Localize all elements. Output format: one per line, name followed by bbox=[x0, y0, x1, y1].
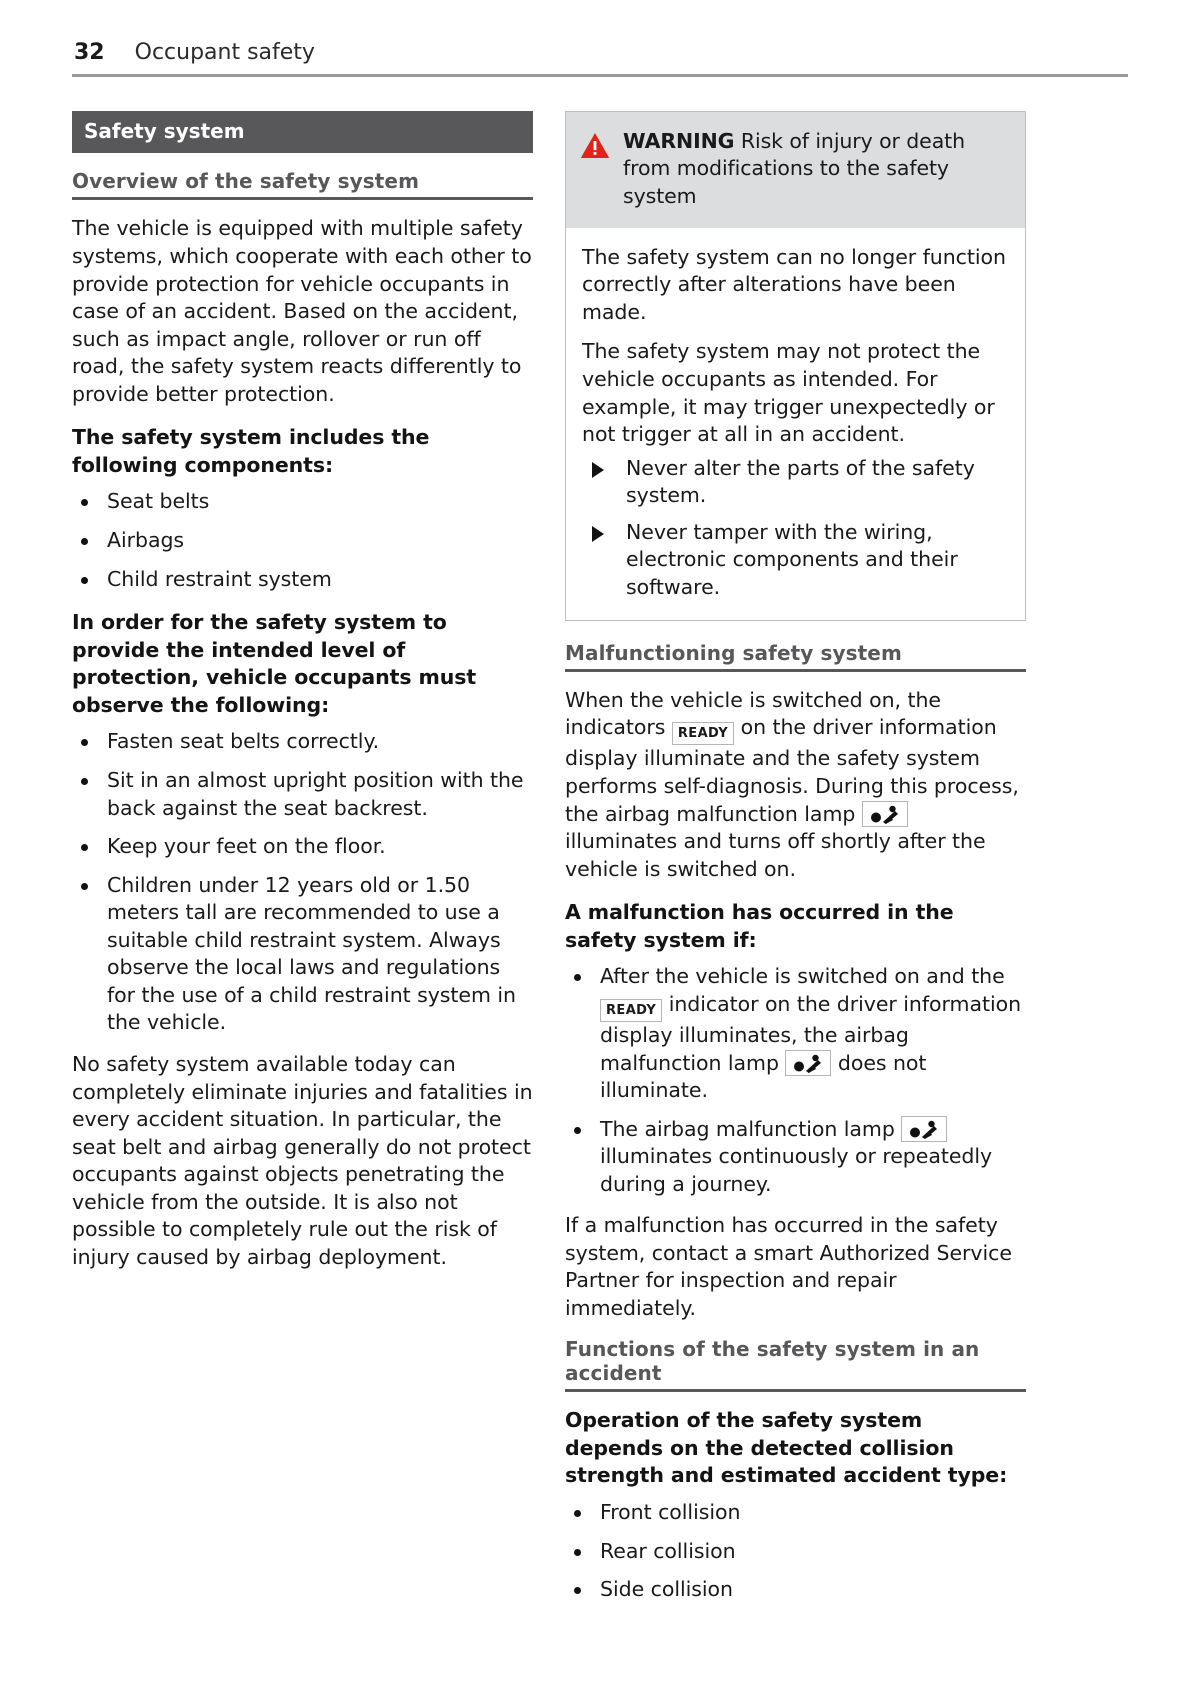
bullet-dot-icon bbox=[574, 1127, 581, 1134]
list-item-label: Airbags bbox=[107, 528, 185, 553]
warning-paragraph-1: The safety system can no longer function correctly after alterations have been made. bbox=[582, 244, 1006, 324]
list-item bbox=[72, 728, 533, 756]
components-list bbox=[72, 488, 533, 593]
left-column bbox=[72, 111, 533, 1286]
list-item bbox=[72, 833, 533, 861]
airbag-malfunction-lamp-symbol bbox=[785, 1050, 831, 1076]
functions-heading: Functions of the safety system in an accident bbox=[565, 1336, 980, 1385]
list-item-label: Children under 12 years old or 1.50 meters tall are recommended to use a suitable child restraint system. Always observe the local laws and regulations for the use of a child restraint system in the vehicle. bbox=[107, 872, 516, 1035]
malfunction-text-part1: When the vehicle is switched on, the indicators bbox=[565, 687, 941, 740]
overview-heading: Overview of the safety system bbox=[72, 169, 420, 193]
list-item bbox=[72, 566, 533, 594]
list-item-label: Side collision bbox=[600, 1577, 733, 1602]
list-item bbox=[72, 527, 533, 555]
ready-indicator-symbol: READY bbox=[672, 722, 734, 745]
section-title-bar: Safety system bbox=[72, 111, 533, 153]
bullet-dot-icon bbox=[81, 499, 88, 506]
bullet-dot-icon bbox=[81, 538, 88, 545]
list-item-label-part3: does not illuminate. bbox=[600, 1050, 927, 1103]
list-item-label-part2: indicator on the driver information display illuminates, the airbag malfunction lamp bbox=[600, 991, 1022, 1075]
right-column bbox=[565, 111, 1026, 1618]
bullet-dot-icon bbox=[574, 974, 581, 981]
observe-list bbox=[72, 728, 533, 1037]
bullet-dot-icon bbox=[574, 1587, 581, 1594]
list-item bbox=[72, 488, 533, 516]
malfunction-heading: Malfunctioning safety system bbox=[565, 640, 902, 665]
list-item bbox=[565, 1576, 1026, 1604]
triangle-bullet-icon bbox=[592, 526, 604, 542]
airbag-malfunction-lamp-symbol bbox=[862, 801, 908, 827]
running-head-divider bbox=[72, 74, 1128, 77]
list-item bbox=[582, 455, 1009, 510]
warning-header-text bbox=[623, 128, 1009, 210]
bullet-dot-icon bbox=[574, 1510, 581, 1517]
list-item bbox=[565, 1538, 1026, 1566]
warning-triangle-icon bbox=[580, 132, 610, 159]
malfunction-text-part2: on the driver information display illuminate and the safety system performs self-diagnosis. During this process, the airbag malfunction lamp bbox=[565, 715, 1019, 826]
chapter-title: Occupant safety bbox=[134, 40, 315, 65]
malfunction-intro-paragraph bbox=[565, 687, 1026, 883]
list-item-label: Rear collision bbox=[600, 1538, 736, 1563]
bullet-dot-icon bbox=[81, 739, 88, 746]
collision-type-list bbox=[565, 1499, 1026, 1604]
malfunction-text-part3: illuminates and turns off shortly after the vehicle is switched on. bbox=[565, 829, 986, 881]
ready-indicator-symbol: READY bbox=[600, 999, 662, 1022]
bullet-dot-icon bbox=[81, 778, 88, 785]
overview-intro-paragraph: The vehicle is equipped with multiple safety systems, which cooperate with each other to provide protection for vehicle occupants in case of an accident. Based on the accident, such as impact angle, rollover or run off road, the safety system reacts differently to provide better protection. bbox=[72, 216, 532, 406]
list-item-label: Child restraint system bbox=[107, 566, 332, 591]
warning-action-list bbox=[582, 455, 1009, 602]
list-item bbox=[72, 872, 533, 1037]
triangle-bullet-icon bbox=[592, 462, 604, 478]
running-head bbox=[72, 40, 1128, 74]
airbag-malfunction-lamp-symbol bbox=[901, 1116, 947, 1142]
malfunction-heading-rule bbox=[565, 669, 1026, 672]
overview-closing-paragraph: No safety system available today can completely eliminate injuries and fatalities in every accident situation. In particular, the seat belt and airbag generally do not protect occupants against objects penetrating the vehicle from the outside. It is also not possible to completely rule out the risk of injury caused by airbag deployment. bbox=[72, 1052, 533, 1269]
list-item bbox=[565, 1116, 1026, 1199]
page-number: 32 bbox=[74, 40, 105, 65]
list-item-label-part2: illuminates continuously or repeatedly during a journey. bbox=[600, 1144, 993, 1196]
malfunction-closing-paragraph: If a malfunction has occurred in the safety system, contact a smart Authorized Service Partner for inspection and repair immediately. bbox=[565, 1213, 1012, 1321]
list-item bbox=[72, 767, 533, 822]
list-item-label: Never tamper with the wiring, electronic components and their software. bbox=[626, 519, 958, 599]
list-item-label-part1: The airbag malfunction lamp bbox=[600, 1116, 895, 1141]
two-column-layout bbox=[72, 111, 1128, 1618]
list-item bbox=[565, 1499, 1026, 1527]
bullet-dot-icon bbox=[81, 883, 88, 890]
list-item-label: Fasten seat belts correctly. bbox=[107, 729, 380, 754]
functions-heading-rule bbox=[565, 1389, 1026, 1392]
list-item-label: Front collision bbox=[600, 1500, 741, 1525]
list-item-label: Seat belts bbox=[107, 489, 210, 514]
list-item-label: Sit in an almost upright position with the back against the seat backrest. bbox=[107, 767, 524, 820]
list-item-label: Keep your feet on the floor. bbox=[107, 834, 386, 859]
bullet-dot-icon bbox=[81, 844, 88, 851]
warning-label: WARNING bbox=[623, 129, 735, 153]
components-lead: The safety system includes the following components: bbox=[72, 425, 430, 477]
bullet-dot-icon bbox=[81, 577, 88, 584]
warning-paragraph-2: The safety system may not protect the vehicle occupants as intended. For example, it may trigger unexpectedly or not trigger at all in an accident. bbox=[582, 339, 995, 447]
list-item-label: Never alter the parts of the safety system. bbox=[626, 455, 975, 508]
malfunction-condition-list bbox=[565, 963, 1026, 1198]
warning-title: Risk of injury or death from modifications to the safety system bbox=[623, 129, 965, 208]
overview-heading-rule bbox=[72, 197, 533, 200]
list-item-label-part1: After the vehicle is switched on and the bbox=[600, 964, 1005, 989]
malfunction-condition-lead: A malfunction has occurred in the safety system if: bbox=[565, 900, 954, 952]
functions-lead: Operation of the safety system depends on the detected collision strength and estimated accident type: bbox=[565, 1408, 1008, 1488]
warning-box-header bbox=[566, 112, 1025, 228]
bullet-dot-icon bbox=[574, 1549, 581, 1556]
warning-box bbox=[565, 111, 1026, 621]
observe-lead: In order for the safety system to provide the intended level of protection, vehicle occupants must observe the following: bbox=[72, 610, 477, 717]
list-item bbox=[565, 963, 1026, 1104]
list-item bbox=[582, 519, 1009, 602]
warning-box-body bbox=[566, 228, 1025, 620]
